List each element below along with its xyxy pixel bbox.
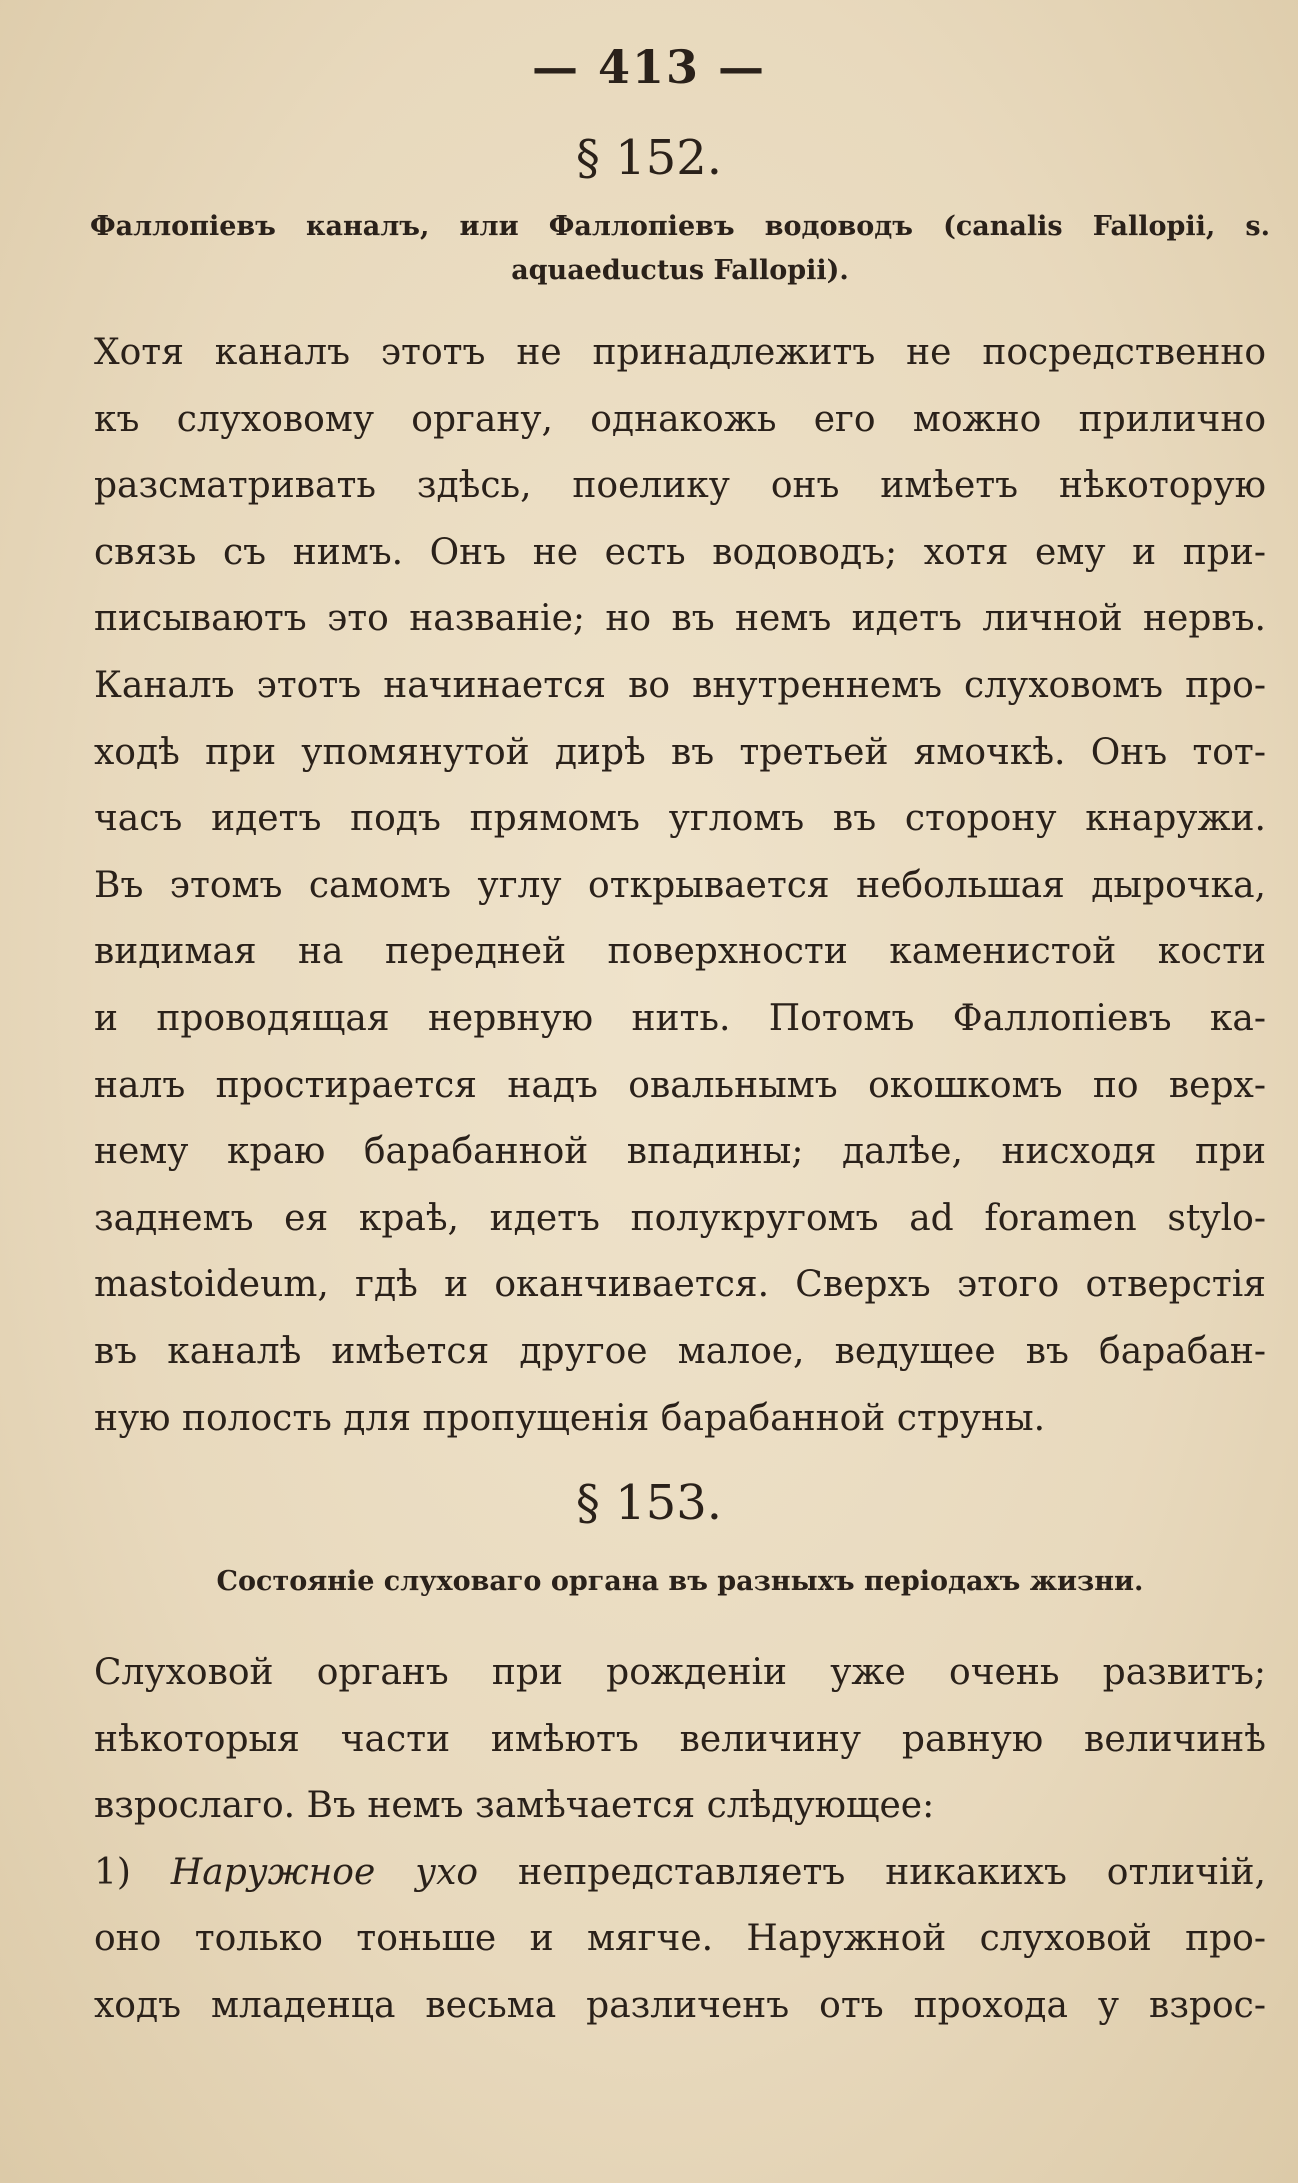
text-line: mastoideum, гдѣ и оканчивается. Сверхъ этого отверстія: [94, 1264, 1266, 1306]
text-line: нѣкоторыя части имѣютъ величину равную величинѣ: [94, 1718, 1266, 1760]
text-line: ходѣ при упомянутой дирѣ въ третьей ямочкѣ. Онъ тот-: [94, 731, 1266, 773]
text-line: взрослаго. Въ немъ замѣчается слѣдующее:: [94, 1785, 935, 1827]
text-line: заднемъ ея краѣ, идетъ полукругомъ ad foramen stylo-: [94, 1197, 1266, 1239]
text-line: часъ идетъ подъ прямомъ угломъ въ сторону кнаружи.: [94, 798, 1266, 840]
section-152-subtitle: [90, 205, 1270, 293]
text-line: налъ простирается надъ овальнымъ окошкомъ по верх-: [94, 1064, 1266, 1106]
text-line: писываютъ это названіе; но въ немъ идетъ личной нервъ.: [94, 598, 1266, 640]
text-line: въ каналѣ имѣется другое малое, ведущее въ барабан-: [94, 1330, 1266, 1372]
text-line: нему краю барабанной впадины; далѣе, нисходя при: [94, 1131, 1266, 1173]
italic-term: Наружное ухо: [170, 1851, 479, 1893]
text-line: разсматривать здѣсь, поелику онъ имѣетъ нѣкоторую: [94, 465, 1266, 507]
list-number: 1): [94, 1851, 131, 1893]
text-line: оно только тоньше и мягче. Наружной слуховой про-: [94, 1918, 1266, 1960]
section-153-heading: § 153.: [575, 1475, 723, 1531]
text-line: Хотя каналъ этотъ не принадлежитъ не посредственно: [94, 332, 1266, 373]
subtitle-line: Фаллопіевъ каналъ, или Фаллопіевъ водоводъ (canalis Fallopii, s.: [90, 211, 1270, 242]
section-153-body: [94, 1640, 1266, 2040]
text-line: Слуховой органъ при рожденіи уже очень развитъ;: [94, 1652, 1266, 1693]
text-line: Каналъ этотъ начинается во внутреннемъ слуховомъ про-: [94, 664, 1266, 706]
section-152-body: [94, 320, 1266, 1452]
text-line: связь съ нимъ. Онъ не есть водоводъ; хотя ему и при-: [94, 531, 1266, 573]
text-fragment: непредставляетъ никакихъ отличій,: [517, 1851, 1266, 1893]
text-line: ную полость для пропущенія барабанной струны.: [94, 1397, 1046, 1439]
text-line: къ слуховому органу, однакожь его можно прилично: [94, 398, 1266, 440]
text-line: видимая на передней поверхности каменистой кости: [94, 931, 1266, 973]
text-line: ходъ младенца весьма различенъ отъ прохода у взрос-: [94, 1984, 1266, 2026]
list-item-1-first-line: [94, 1840, 1266, 1907]
text-line: Въ этомъ самомъ углу открывается небольшая дырочка,: [94, 864, 1266, 906]
section-153-subtitle: [90, 1560, 1270, 1604]
subtitle-line: aquaeductus Fallopii).: [511, 255, 849, 286]
section-152-heading: § 152.: [575, 130, 723, 186]
page-number: — 413 —: [531, 40, 767, 94]
subtitle-line: Состояніе слуховаго органа въ разныхъ періодахъ жизни.: [216, 1566, 1144, 1597]
text-line: и проводящая нервную нить. Потомъ Фаллопіевъ ка-: [94, 997, 1266, 1039]
